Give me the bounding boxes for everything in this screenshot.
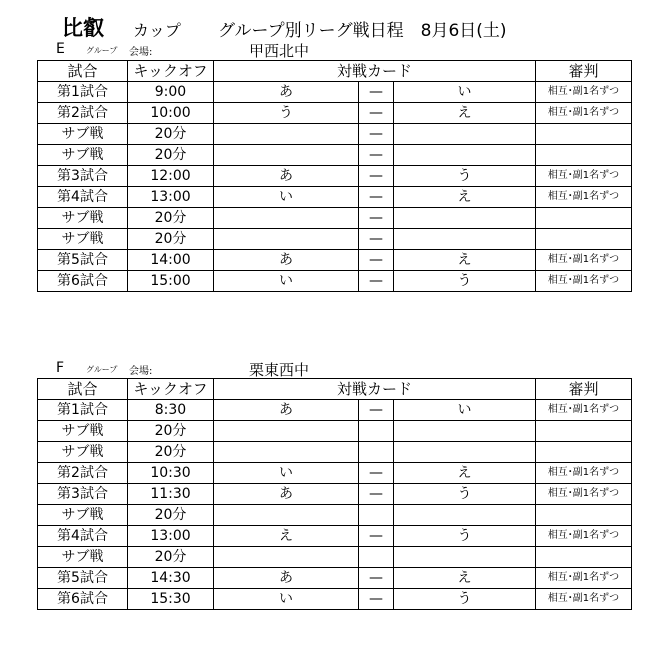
away-team-cell — [394, 229, 536, 250]
table-row — [38, 421, 632, 442]
table-row — [38, 208, 632, 229]
match-cell: サブ戦 — [38, 442, 128, 463]
versus-dash-cell — [359, 547, 394, 568]
away-team-cell: い — [394, 400, 536, 421]
referee-cell — [536, 442, 632, 463]
referee-cell — [536, 208, 632, 229]
group-letter: E — [56, 41, 65, 57]
versus-dash-cell: — — [359, 484, 394, 505]
header-referee: 審判 — [536, 61, 632, 82]
header-referee: 審判 — [536, 379, 632, 400]
home-team-cell — [214, 124, 359, 145]
home-team-cell: あ — [214, 400, 359, 421]
table-row — [38, 484, 632, 505]
home-team-cell: あ — [214, 568, 359, 589]
referee-cell — [536, 124, 632, 145]
table-row — [38, 505, 632, 526]
kickoff-cell: 20分 — [128, 505, 214, 526]
versus-dash-cell: — — [359, 568, 394, 589]
versus-dash-cell: — — [359, 400, 394, 421]
group-letter: F — [56, 360, 65, 376]
group-label: グループ — [86, 46, 118, 55]
table-row — [38, 103, 632, 124]
table-row — [38, 463, 632, 484]
title-subtitle: グループ別リーグ戦日程 8月6日(土) — [218, 21, 507, 41]
header-row — [38, 379, 632, 400]
match-cell: 第2試合 — [38, 463, 128, 484]
match-cell: 第4試合 — [38, 526, 128, 547]
referee-cell — [536, 145, 632, 166]
header-card: 対戦カード — [214, 61, 536, 82]
versus-dash-cell: — — [359, 271, 394, 292]
away-team-cell: い — [394, 82, 536, 103]
referee-cell: 相互･副1名ずつ — [536, 568, 632, 589]
referee-cell — [536, 229, 632, 250]
header-row — [38, 61, 632, 82]
match-cell: 第5試合 — [38, 568, 128, 589]
table-row — [38, 568, 632, 589]
referee-cell: 相互･副1名ずつ — [536, 526, 632, 547]
home-team-cell: え — [214, 526, 359, 547]
kickoff-cell: 20分 — [128, 229, 214, 250]
referee-cell: 相互･副1名ずつ — [536, 400, 632, 421]
kickoff-cell: 9:00 — [128, 82, 214, 103]
kickoff-cell: 13:00 — [128, 187, 214, 208]
table-row — [38, 166, 632, 187]
header-kickoff: キックオフ — [128, 379, 214, 400]
table-row — [38, 124, 632, 145]
away-team-cell: う — [394, 271, 536, 292]
home-team-cell — [214, 505, 359, 526]
versus-dash-cell: — — [359, 463, 394, 484]
kickoff-cell: 11:30 — [128, 484, 214, 505]
away-team-cell: う — [394, 526, 536, 547]
versus-dash-cell — [359, 505, 394, 526]
referee-cell: 相互･副1名ずつ — [536, 250, 632, 271]
home-team-cell — [214, 208, 359, 229]
kickoff-cell: 15:00 — [128, 271, 214, 292]
header-card: 対戦カード — [214, 379, 536, 400]
home-team-cell: い — [214, 187, 359, 208]
versus-dash-cell: — — [359, 82, 394, 103]
referee-cell: 相互･副1名ずつ — [536, 103, 632, 124]
kickoff-cell: 20分 — [128, 145, 214, 166]
referee-cell — [536, 421, 632, 442]
away-team-cell: え — [394, 187, 536, 208]
match-cell: 第5試合 — [38, 250, 128, 271]
referee-cell — [536, 505, 632, 526]
match-cell: サブ戦 — [38, 421, 128, 442]
away-team-cell — [394, 442, 536, 463]
table-row — [38, 250, 632, 271]
table-row — [38, 82, 632, 103]
kickoff-cell: 13:00 — [128, 526, 214, 547]
match-cell: 第4試合 — [38, 187, 128, 208]
match-cell: サブ戦 — [38, 124, 128, 145]
match-cell: サブ戦 — [38, 208, 128, 229]
header-kickoff: キックオフ — [128, 61, 214, 82]
away-team-cell — [394, 145, 536, 166]
kickoff-cell: 20分 — [128, 124, 214, 145]
referee-cell: 相互･副1名ずつ — [536, 463, 632, 484]
table-row — [38, 400, 632, 421]
venue-label: 会場: — [129, 47, 153, 58]
table-row — [38, 229, 632, 250]
versus-dash-cell: — — [359, 124, 394, 145]
home-team-cell — [214, 421, 359, 442]
match-cell: サブ戦 — [38, 547, 128, 568]
home-team-cell: い — [214, 271, 359, 292]
home-team-cell: あ — [214, 250, 359, 271]
away-team-cell: う — [394, 484, 536, 505]
home-team-cell: い — [214, 463, 359, 484]
match-cell: 第3試合 — [38, 166, 128, 187]
match-cell: サブ戦 — [38, 229, 128, 250]
kickoff-cell: 20分 — [128, 208, 214, 229]
group-f-header — [0, 359, 670, 379]
kickoff-cell: 15:30 — [128, 589, 214, 610]
versus-dash-cell: — — [359, 229, 394, 250]
versus-dash-cell: — — [359, 589, 394, 610]
away-team-cell — [394, 208, 536, 229]
group-e-header — [0, 40, 670, 60]
versus-dash-cell: — — [359, 103, 394, 124]
versus-dash-cell: — — [359, 145, 394, 166]
away-team-cell: う — [394, 166, 536, 187]
versus-dash-cell: — — [359, 526, 394, 547]
table-row — [38, 271, 632, 292]
kickoff-cell: 10:00 — [128, 103, 214, 124]
away-team-cell — [394, 547, 536, 568]
kickoff-cell: 14:00 — [128, 250, 214, 271]
home-team-cell: う — [214, 103, 359, 124]
home-team-cell: あ — [214, 82, 359, 103]
venue-name: 甲西北中 — [249, 42, 310, 60]
away-team-cell — [394, 505, 536, 526]
referee-cell: 相互･副1名ずつ — [536, 187, 632, 208]
table-row — [38, 547, 632, 568]
away-team-cell — [394, 124, 536, 145]
table-row — [38, 187, 632, 208]
away-team-cell — [394, 421, 536, 442]
versus-dash-cell — [359, 421, 394, 442]
home-team-cell: い — [214, 589, 359, 610]
match-cell: サブ戦 — [38, 145, 128, 166]
table-row — [38, 526, 632, 547]
match-cell: サブ戦 — [38, 505, 128, 526]
home-team-cell — [214, 145, 359, 166]
match-cell: 第6試合 — [38, 589, 128, 610]
kickoff-cell: 20分 — [128, 442, 214, 463]
kickoff-cell: 20分 — [128, 547, 214, 568]
versus-dash-cell — [359, 442, 394, 463]
venue-label: 会場: — [129, 366, 153, 377]
kickoff-cell: 14:30 — [128, 568, 214, 589]
schedule-table-group-f — [37, 378, 632, 610]
referee-cell: 相互･副1名ずつ — [536, 271, 632, 292]
kickoff-cell: 20分 — [128, 421, 214, 442]
header-match: 試合 — [38, 61, 128, 82]
home-team-cell — [214, 229, 359, 250]
referee-cell: 相互･副1名ずつ — [536, 589, 632, 610]
table-row — [38, 442, 632, 463]
away-team-cell: え — [394, 463, 536, 484]
document-title — [0, 10, 670, 40]
table-body — [38, 82, 632, 292]
versus-dash-cell: — — [359, 166, 394, 187]
table-body — [38, 400, 632, 610]
versus-dash-cell: — — [359, 187, 394, 208]
kickoff-cell: 8:30 — [128, 400, 214, 421]
referee-cell: 相互･副1名ずつ — [536, 82, 632, 103]
venue-name: 栗東西中 — [249, 361, 310, 379]
away-team-cell: え — [394, 250, 536, 271]
versus-dash-cell: — — [359, 250, 394, 271]
match-cell: 第1試合 — [38, 82, 128, 103]
kickoff-cell: 10:30 — [128, 463, 214, 484]
header-match: 試合 — [38, 379, 128, 400]
table-row — [38, 145, 632, 166]
home-team-cell — [214, 442, 359, 463]
title-main: 比叡 — [62, 16, 104, 40]
referee-cell — [536, 547, 632, 568]
home-team-cell — [214, 547, 359, 568]
versus-dash-cell: — — [359, 208, 394, 229]
match-cell: 第6試合 — [38, 271, 128, 292]
schedule-table-group-e — [37, 60, 632, 292]
away-team-cell: え — [394, 568, 536, 589]
table-row — [38, 589, 632, 610]
match-cell: 第1試合 — [38, 400, 128, 421]
kickoff-cell: 12:00 — [128, 166, 214, 187]
home-team-cell: あ — [214, 484, 359, 505]
away-team-cell: え — [394, 103, 536, 124]
referee-cell: 相互･副1名ずつ — [536, 166, 632, 187]
match-cell: 第3試合 — [38, 484, 128, 505]
referee-cell: 相互･副1名ずつ — [536, 484, 632, 505]
home-team-cell: あ — [214, 166, 359, 187]
away-team-cell: う — [394, 589, 536, 610]
group-label: グループ — [86, 365, 118, 374]
title-cup: カップ — [133, 21, 181, 40]
match-cell: 第2試合 — [38, 103, 128, 124]
